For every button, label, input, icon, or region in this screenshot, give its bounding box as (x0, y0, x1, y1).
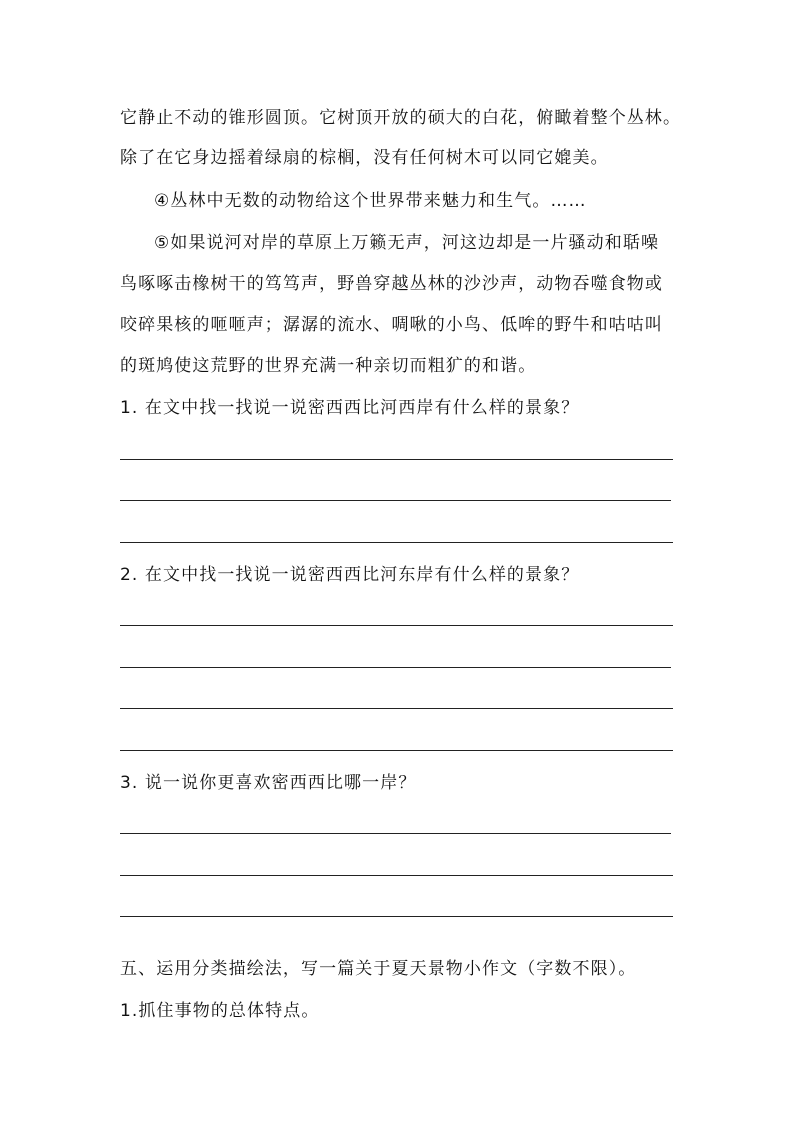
section-5-heading: 五、运用分类描绘法，写一篇关于夏天景物小作文（字数不限）。 (120, 959, 637, 979)
answer-line[interactable] (120, 542, 673, 543)
answer-line[interactable] (120, 833, 671, 834)
question-2: 2. 在文中找一找说一说密西西比河东岸有什么样的景象？ (120, 565, 580, 585)
passage-line: 的斑鸠使这荒野的世界充满一种亲切而粗犷的和谐。 (120, 356, 537, 376)
answer-line[interactable] (120, 708, 673, 709)
question-3: 3. 说一说你更喜欢密西西比哪一岸？ (120, 773, 417, 793)
answer-line[interactable] (120, 667, 671, 668)
answer-line[interactable] (120, 916, 673, 917)
passage-paragraph-4: ④丛林中无数的动物给这个世界带来魅力和生气。…… (154, 191, 587, 211)
answer-line[interactable] (120, 875, 673, 876)
passage-line: 它静止不动的锥形圆顶。它树顶开放的硕大的白花，俯瞰着整个丛林。 (120, 108, 682, 128)
passage-paragraph-5: ⑤如果说河对岸的草原上万籁无声，河这边却是一片骚动和聒噪 (154, 233, 660, 253)
section-5-item-1: 1.抓住事物的总体特点。 (120, 1001, 320, 1021)
question-1: 1. 在文中找一找说一说密西西比河西岸有什么样的景象？ (120, 398, 580, 418)
passage-line: 除了在它身边摇着绿扇的棕榈，没有任何树木可以同它媲美。 (120, 148, 609, 168)
passage-line: 咬碎果核的咂咂声；潺潺的流水、啁啾的小鸟、低哞的野牛和咕咕叫 (120, 315, 663, 335)
passage-line: 鸟啄啄击橡树干的笃笃声，野兽穿越丛林的沙沙声，动物吞噬食物或 (120, 274, 663, 294)
answer-line[interactable] (120, 750, 673, 751)
answer-line[interactable] (120, 500, 671, 501)
answer-line[interactable] (120, 459, 673, 460)
answer-line[interactable] (120, 625, 673, 626)
